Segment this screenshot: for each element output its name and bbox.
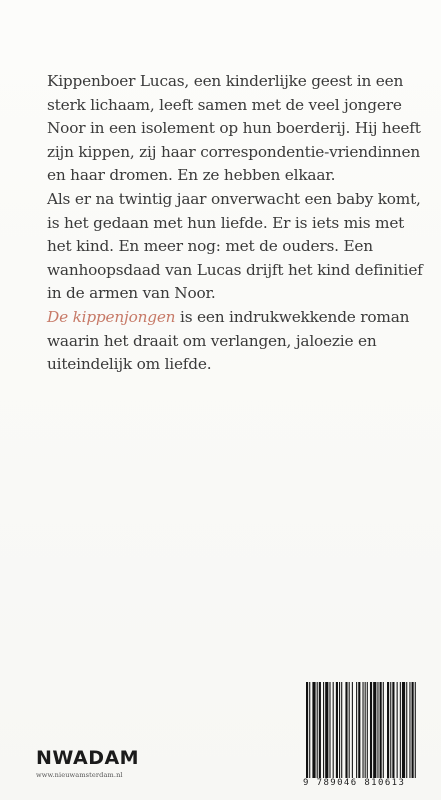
- barcode-bar: [323, 682, 324, 778]
- publisher-logo: NWADAM: [36, 747, 140, 769]
- barcode-bar: [377, 682, 378, 778]
- barcode-bar: [406, 682, 407, 778]
- barcode-bar: [397, 682, 398, 778]
- barcode-bar: [380, 682, 382, 778]
- barcode-bar: [309, 682, 310, 778]
- barcode-bar: [339, 682, 340, 778]
- isbn-number: 9 789046 810613: [303, 778, 406, 788]
- barcode-bar: [367, 682, 368, 778]
- barcode-bar: [333, 682, 334, 778]
- barcode-bar: [312, 682, 315, 778]
- barcode-bar: [319, 682, 321, 778]
- barcode-bar: [329, 682, 330, 778]
- barcode-bar: [392, 682, 394, 778]
- barcode-bar: [365, 682, 366, 778]
- publisher-url: www.nieuwamsterdam.nl: [36, 771, 123, 779]
- isbn-barcode: [303, 682, 419, 792]
- barcode-bar: [412, 682, 414, 778]
- publisher-block: [36, 748, 139, 779]
- barcode-bar: [370, 682, 372, 778]
- barcode-bar: [402, 682, 405, 778]
- blurb-paragraph-1: Kippenboer Lucas, een kinderlijke geest in een sterk lichaam, leeft samen met de veel jongere Noor in een isolement op hun boerderij. Hij heeft zijn kippen, zij haar correspondentie-vriendinnen en haar dromen. En ze hebben elkaar.: [47, 72, 421, 185]
- barcode-bar: [317, 682, 318, 778]
- barcode-bar: [373, 682, 376, 778]
- barcode-bar: [358, 682, 360, 778]
- barcode-bar: [409, 682, 410, 778]
- barcode-bar: [363, 682, 364, 778]
- barcode-bar: [352, 682, 353, 778]
- barcode-bar: [341, 682, 342, 778]
- book-title: De kippenjongen: [47, 307, 176, 326]
- blurb-text: [47, 70, 427, 377]
- barcode-bar: [387, 682, 389, 778]
- blurb-paragraph-3: [47, 306, 427, 377]
- barcode-bars: [306, 682, 419, 778]
- barcode-bar: [325, 682, 328, 778]
- barcode-bar: [415, 682, 416, 778]
- barcode-bar: [383, 682, 384, 778]
- barcode-bar: [400, 682, 401, 778]
- barcode-bar: [356, 682, 357, 778]
- barcode-bar: [349, 682, 350, 778]
- barcode-bar: [390, 682, 391, 778]
- barcode-bar: [336, 682, 338, 778]
- barcode-bar: [306, 682, 308, 778]
- blurb-paragraph-2: Als er na twintig jaar onverwacht een baby komt, is het gedaan met hun liefde. Er is iets mis met het kind. En meer nog: met de ouders. Een wanhoopsdaad van Lucas drijft het kind definitief in de armen van Noor.: [47, 189, 423, 303]
- blurb-paragraph-3-rest: is een indrukwekkende roman waarin het draait om verlangen, jaloezie en uiteindelijk om liefde.: [47, 307, 410, 374]
- barcode-bar: [345, 682, 347, 778]
